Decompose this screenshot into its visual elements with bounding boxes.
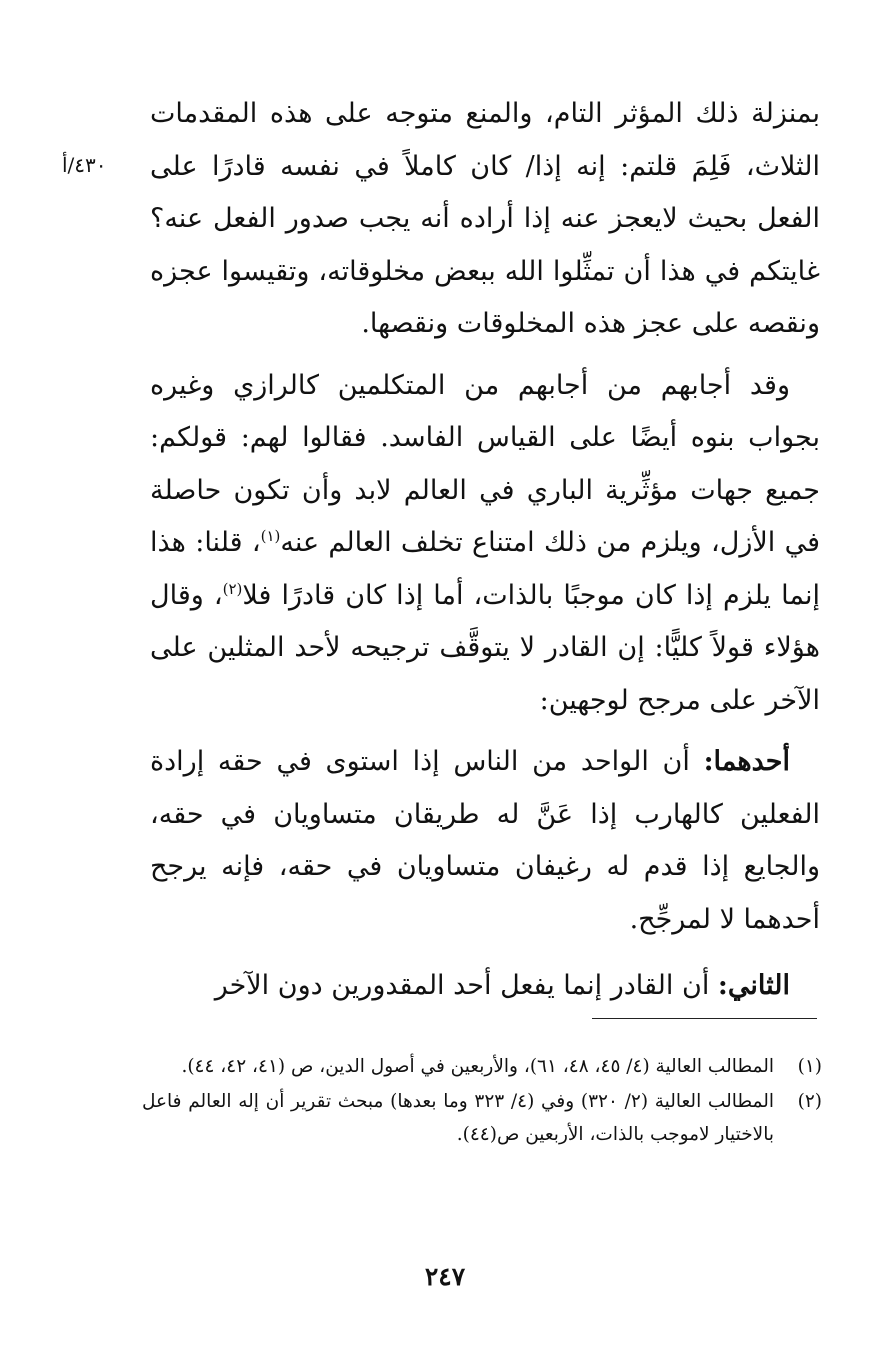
second-reason-heading: الثاني: xyxy=(717,970,790,1001)
paragraph-2-part-1: وقد أجابهم من أجابهم من المتكلمين كالرازي وغيره بجواب بنوه أيضًا على القياس الفاسد. فقالوا لهم: قولكم: جميع جهات مؤثِّرية الباري في العالم لابد وأن تكون حاصلة في الأزل، ويلزم من ذلك امتناع تخلف العالم عنه xyxy=(150,369,821,558)
first-reason-text: أن الواحد من الناس إذا استوى في حقه إرادة الفعلين كالهارب إذا عَنَّ له طريقان متساويان في حقه، والجايع إذا قدم له رغيفان متساويان في حقه، فإنه يرجح أحدهما لا لمرجِّح. xyxy=(150,746,820,935)
main-text xyxy=(150,88,820,1027)
paragraph-2-part-3: ، وقال هؤلاء قولاً كليًّا: إن القادر لا يتوقَّف ترجيحه لأحد المثلين على الآخر على مرجح لوجهين: xyxy=(150,579,820,716)
footnote-2-number: (٢) xyxy=(797,1091,822,1112)
footnote-ref-2[interactable]: (٢) xyxy=(222,579,243,598)
paragraph-second-reason xyxy=(150,960,820,1013)
paragraph-2-part-2: ، قلنا: هذا إنما يلزم إذا كان موجبًا بالذات، أما إذا كان قادرًا فلا xyxy=(150,527,820,611)
footnote-2-text: المطالب العالية (٢/ ٣٢٠) وفي (٤/ ٣٢٣ وما بعدها) مبحث تقرير أن إله العالم فاعل بالاختيار لاموجب بالذات، الأربعين ص(٤٤). xyxy=(142,1091,774,1145)
footnote-separator xyxy=(592,1018,817,1019)
page-number: ٢٤٧ xyxy=(424,1262,466,1291)
first-reason-heading: أحدهما: xyxy=(703,746,790,777)
footnote-1 xyxy=(142,1050,822,1083)
paragraph-2 xyxy=(150,360,820,728)
footnote-ref-1[interactable]: (١) xyxy=(260,527,281,545)
footnote-2 xyxy=(142,1085,822,1151)
footnote-1-text: المطالب العالية (٤/ ٤٥، ٤٨، ٦١)، والأربعين في أصول الدين، ص (٤١، ٤٢، ٤٤). xyxy=(181,1056,774,1077)
paragraph-first-reason xyxy=(150,736,820,946)
paragraph-1: بمنزلة ذلك المؤثر التام، والمنع متوجه على هذه المقدمات الثلاث، فَلِمَ قلتم: إنه إذا/ كان كاملاً في نفسه قادرًا على الفعل بحيث لايعجز عنه إذا أراده أنه يجب صدور الفعل عنه؟ غايتكم في هذا أن تمثِّلوا الله ببعض مخلوقاته، وتقيسوا عجزه ونقصه على عجز هذه المخلوقات ونقصها. xyxy=(150,98,820,339)
footnote-1-number: (١) xyxy=(797,1056,822,1077)
second-reason-text: أن القادر إنما يفعل أحد المقدورين دون الآخر xyxy=(214,970,718,1001)
manuscript-folio-note: ٤٣٠/أ xyxy=(62,153,107,177)
footnotes xyxy=(142,1050,822,1153)
